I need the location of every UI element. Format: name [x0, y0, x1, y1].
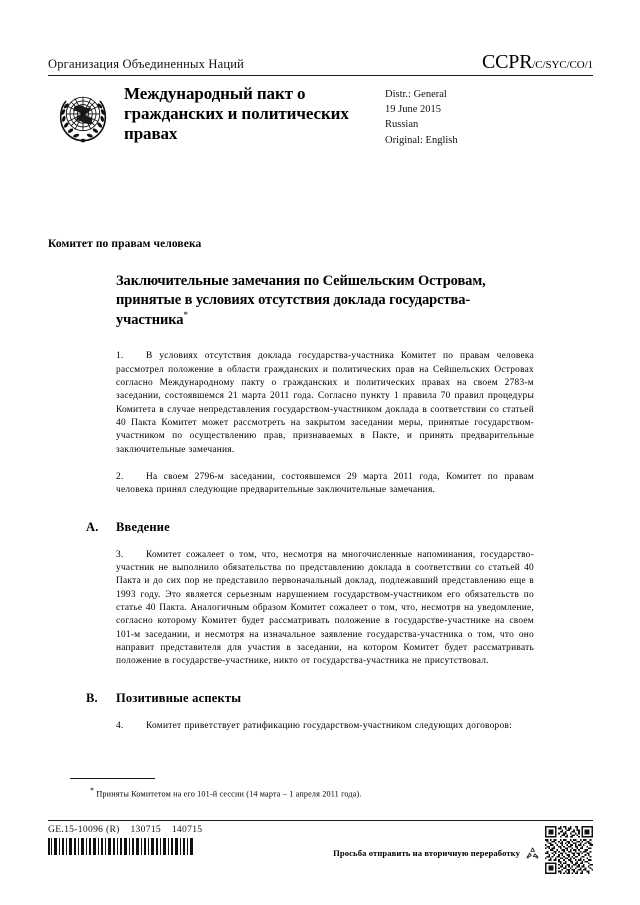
footnote-text [90, 785, 593, 800]
paragraph-4 [116, 720, 534, 733]
footnote-zone [48, 778, 593, 800]
document-title-text: Заключительные замечания по Сейшельским Островам, принятые в условиях отсутствия доклада государства-участника [116, 273, 486, 329]
document-header [48, 52, 593, 148]
document-symbol [482, 52, 593, 72]
distribution-block [385, 87, 525, 148]
committee-name: Комитет по правам человека [48, 238, 202, 250]
header-divider [48, 75, 593, 76]
section-a-title: Введение [116, 519, 170, 534]
paragraph-1 [116, 350, 534, 457]
organization-name: Организация Объединенных Наций [48, 57, 245, 71]
paragraph-4-text: Комитет приветствует ратификацию государством-участником следующих договоров: [146, 720, 512, 731]
distribution-type: Distr.: General [385, 89, 447, 100]
section-b-title: Позитивные аспекты [116, 690, 242, 705]
paragraph-2-text: На своем 2796-м заседании, состоявшемся 29 марта 2011 года, Комитет по правам человека принял следующие предварительные заключительные замечания. [116, 471, 534, 496]
un-emblem-icon [52, 86, 114, 148]
footer-divider [48, 820, 593, 821]
distribution-date: 19 June 2015 [385, 104, 441, 116]
footer-right [333, 832, 593, 874]
document-title [116, 272, 536, 330]
document-symbol-suffix: /C/SYC/CO/1 [532, 59, 593, 71]
paragraph-2 [116, 471, 534, 498]
distribution-original: Original: English [385, 134, 458, 146]
paragraph-3-number: 3. [116, 549, 124, 560]
section-heading-b [86, 691, 593, 706]
header-top-row [48, 52, 593, 74]
footnote-marker: * [90, 786, 95, 795]
job-number: GE.15-10096 (R) 130715 140715 [48, 824, 203, 835]
footer-left [48, 824, 298, 860]
qr-code-image [545, 826, 593, 874]
document-title-footnote-marker: * [183, 310, 188, 321]
distribution-language: Russian [385, 119, 419, 131]
barcode-image [48, 838, 196, 855]
section-a-letter: A. [86, 519, 99, 534]
footnote-divider [70, 778, 155, 779]
paragraph-3-text: Комитет сожалеет о том, что, несмотря на многочисленные напоминания, государство-участник не выполнило обязательства по представлению доклада в соответствии со статьей 40 Пакта и до сих пор не представило первоначальный доклад, подлежавший представлению еще в 1993 году. Это является серьезным нарушением государством-участником его обязательств по статье 40 Пакта. Аналогичным образом Комитет сожалеет о том, что, несмотря на уведомление, согласно которому Комитет будет рассматривать положение в государстве-участнике на своем 101-м заседании, и несмотря на изначальное заявление государства-участника о том, что оно направит представителя для участия в заседании, на котором Комитет будет рассматривать положение в государстве-участнике, никто от государства-участника не присутствовал. [116, 549, 534, 667]
document-footer [48, 824, 593, 874]
paragraph-1-text: В условиях отсутствия доклада государства-участника Комитет по правам человека рассмотрел положение в области гражданских и политических прав на Сейшельских Островах согласно Международному пакту о гражданских и политических правах на своем 2783-м заседании, состоявшемся 21 марта 2011 года. Согласно пункту 1 правила 70 правил процедуры Комитета в случае непредставления государством-участником доклада в соответствии со статьей 40 Пакта Комитет может рассмотреть на закрытом заседании меры, принятые государством-участником по осуществлению прав, признаваемых в Пакте, и принять предварительные заключительные замечания. [116, 351, 534, 455]
section-heading-a [86, 520, 593, 535]
footnote-body: Приняты Комитетом на его 101-й сессии (14 марта – 1 апреля 2011 года). [96, 789, 362, 799]
section-b-letter: B. [86, 690, 98, 705]
paragraph-2-number: 2. [116, 471, 124, 482]
paragraph-4-number: 4. [116, 720, 124, 731]
document-symbol-main: CCPR [482, 51, 533, 73]
header-body-row [48, 84, 593, 148]
covenant-title: Международный пакт о гражданских и политических правах [124, 84, 349, 144]
recycle-notice: Просьба отправить на вторичную переработку [333, 848, 520, 858]
paragraph-3 [116, 549, 534, 669]
recycle-icon [525, 846, 540, 861]
document-body [48, 238, 593, 733]
paragraph-1-number: 1. [116, 351, 124, 362]
